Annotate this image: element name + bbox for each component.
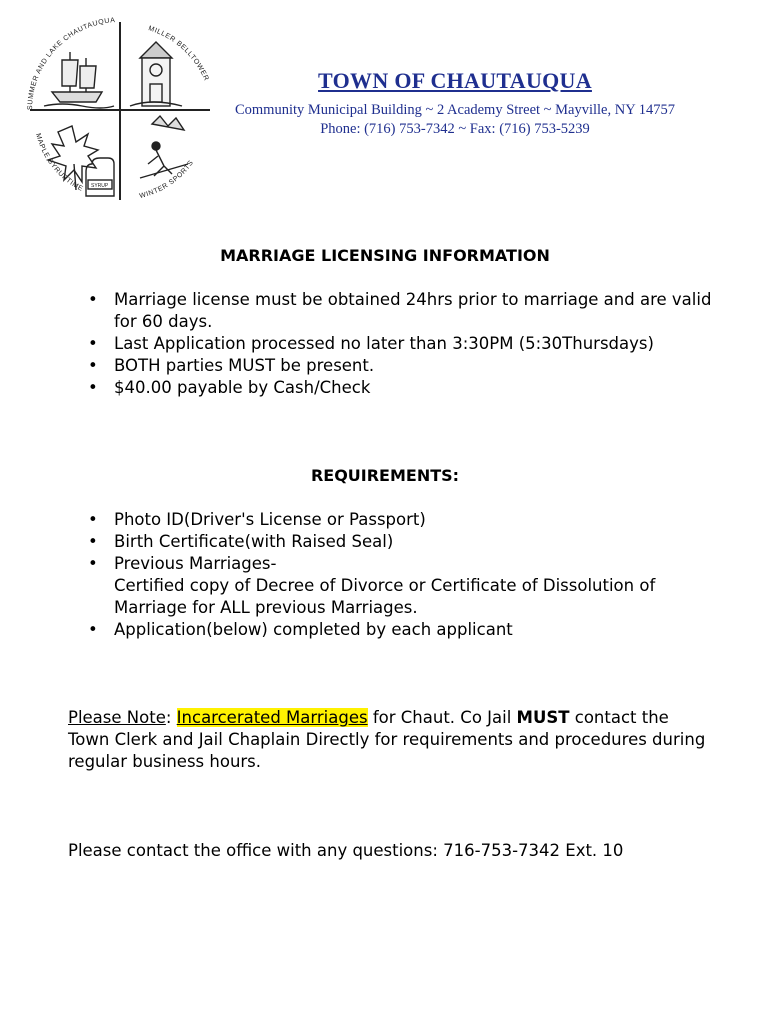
svg-text:MILLER BELLTOWER: MILLER BELLTOWER bbox=[147, 25, 210, 83]
list-item: • $40.00 payable by Cash/Check bbox=[68, 377, 718, 399]
note-text: for Chaut. Co Jail bbox=[367, 708, 517, 727]
town-seal-logo bbox=[22, 14, 218, 210]
svg-text:WINTER SPORTS: WINTER SPORTS bbox=[138, 159, 196, 201]
list-item: • Photo ID(Driver's License or Passport) bbox=[68, 509, 718, 531]
note-text: contact the Town Clerk and Jail Chaplain Directly for requirements and procedures during regular business hours. bbox=[68, 708, 706, 771]
phone-line: Phone: (716) 753-7342 ~ Fax: (716) 753-5239 bbox=[320, 121, 590, 137]
highlighted-phrase: Incarcerated Marriages bbox=[176, 708, 368, 727]
marriage-section-title: MARRIAGE LICENSING INFORMATION bbox=[220, 246, 550, 265]
marriage-info-list bbox=[68, 289, 718, 399]
requirements-list bbox=[68, 509, 718, 641]
please-note-paragraph bbox=[68, 707, 708, 773]
list-item: • Last Application processed no later than 3:30PM (5:30Thursdays) bbox=[68, 333, 718, 355]
list-item bbox=[68, 553, 718, 619]
svg-text:MAPLE SYRUPTIME: MAPLE SYRUPTIME bbox=[34, 132, 85, 193]
ship-icon bbox=[44, 52, 114, 108]
previous-marriages-detail: Certified copy of Decree of Divorce or Certificate of Dissolution of Marriage for ALL previous Marriages. bbox=[114, 576, 656, 617]
address-line: Community Municipal Building ~ 2 Academy Street ~ Mayville, NY 14757 bbox=[234, 102, 676, 118]
requirements-section-title: REQUIREMENTS: bbox=[310, 466, 460, 485]
letterhead bbox=[220, 68, 690, 138]
list-item: • BOTH parties MUST be present. bbox=[68, 355, 718, 377]
bell-tower-icon bbox=[130, 42, 182, 106]
contact-line: Please contact the office with any questions: 716-753-7342 Ext. 10 bbox=[68, 841, 624, 860]
note-label: Please Note bbox=[68, 708, 166, 727]
skier-icon bbox=[140, 116, 188, 178]
town-title: TOWN OF CHAUTAUQUA bbox=[318, 68, 592, 93]
syrup-jug-icon bbox=[86, 158, 114, 196]
svg-text:SUMMER AND LAKE CHAUTAUQUA: SUMMER AND LAKE CHAUTAUQUA bbox=[26, 17, 116, 111]
previous-marriages-label: Previous Marriages- bbox=[114, 554, 277, 573]
must-emphasis: MUST bbox=[516, 708, 570, 727]
list-item: • Marriage license must be obtained 24hrs prior to marriage and are valid for 60 days. bbox=[68, 289, 718, 333]
list-item: • Birth Certificate(with Raised Seal) bbox=[68, 531, 718, 553]
note-colon: : bbox=[165, 708, 172, 727]
svg-text:SYRUP: SYRUP bbox=[91, 183, 109, 189]
list-item: • Application(below) completed by each applicant bbox=[68, 619, 718, 641]
